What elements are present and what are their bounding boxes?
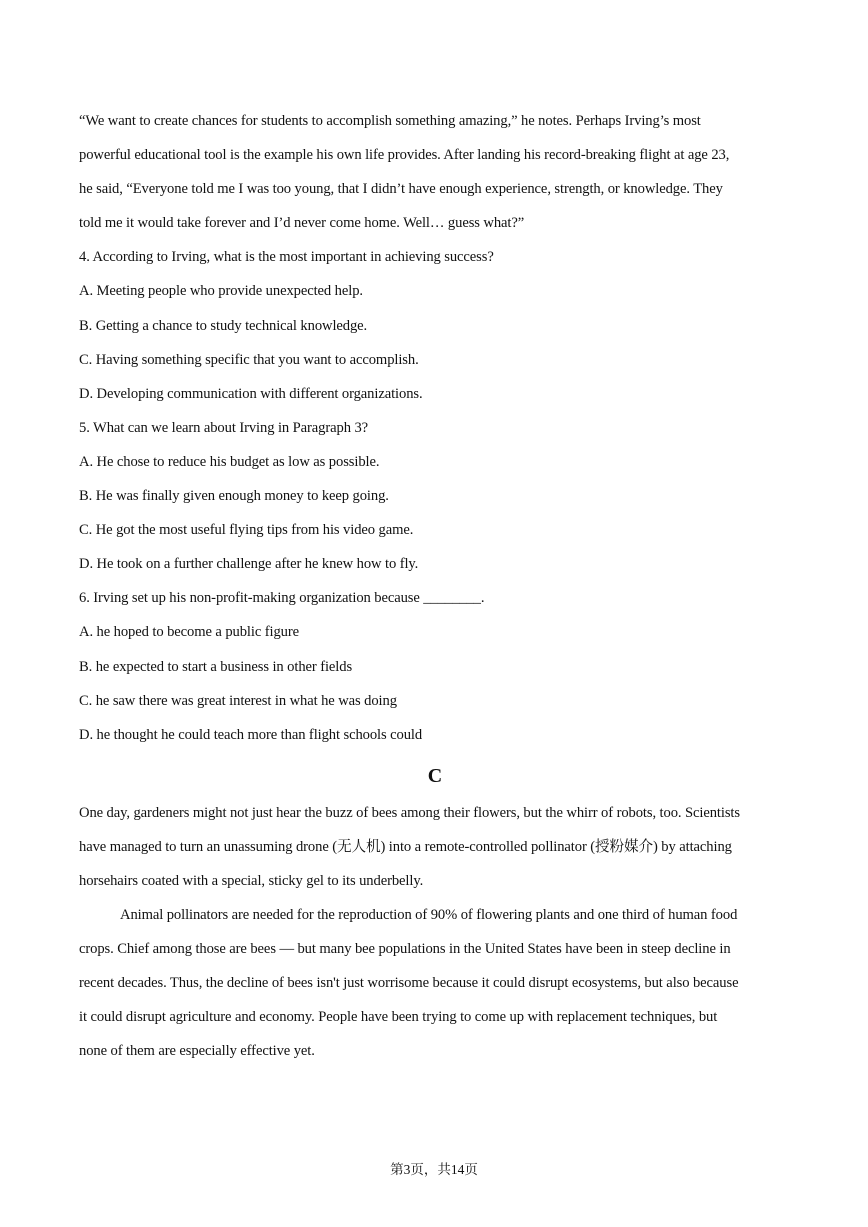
question-stem: 4. According to Irving, what is the most important in achieving success? (79, 249, 494, 266)
section-c-paragraph-2 (79, 898, 791, 1068)
passage-line: told me it would take forever and I’d never come home. Well… guess what?” (79, 215, 525, 232)
paragraph-line: crops. Chief among those are bees — but many bee populations in the United States have been in steep decline in (79, 941, 731, 958)
paragraph-line: horsehairs coated with a special, sticky gel to its underbelly. (79, 872, 424, 889)
answer-option: A. Meeting people who provide unexpected help. (79, 283, 363, 300)
question-5 (79, 411, 791, 581)
paragraph-line: it could disrupt agriculture and economy. People have been trying to come up with replacement techniques, but (79, 1009, 718, 1026)
paragraph-line: Animal pollinators are needed for the reproduction of 90% of flowering plants and one third of human food (120, 907, 738, 924)
answer-option: B. He was finally given enough money to keep going. (79, 488, 389, 505)
section-heading: C (427, 764, 443, 787)
answer-option: B. he expected to start a business in other fields (79, 658, 353, 675)
paragraph-line: One day, gardeners might not just hear the buzz of bees among their flowers, but the whirr of robots, too. Scientists (79, 804, 740, 821)
answer-option: C. Having something specific that you want to accomplish. (79, 351, 419, 368)
paragraph-line: have managed to turn an unassuming drone (无人机) into a remote-controlled pollinator (授粉媒介) by attaching (79, 838, 732, 855)
page-content (79, 104, 791, 1069)
passage-line: “We want to create chances for students to accomplish something amazing,” he notes. Perhaps Irving’s most (79, 113, 701, 129)
answer-option: D. Developing communication with different organizations. (79, 385, 423, 402)
section-c-paragraph-1 (79, 796, 791, 898)
question-4 (79, 240, 791, 410)
answer-option: D. He took on a further challenge after he knew how to fly. (79, 556, 419, 573)
answer-option: B. Getting a chance to study technical knowledge. (79, 317, 368, 334)
passage-b-tail (79, 104, 791, 240)
answer-option: A. he hoped to become a public figure (79, 624, 299, 641)
answer-option: C. he saw there was great interest in what he was doing (79, 692, 397, 709)
page-number-footer: 第3页，共14页 (390, 1162, 478, 1177)
answer-option: D. he thought he could teach more than flight schools could (79, 726, 423, 743)
question-stem: 5. What can we learn about Irving in Paragraph 3? (79, 419, 369, 436)
answer-option: A. He chose to reduce his budget as low as possible. (79, 453, 380, 470)
question-6 (79, 581, 791, 751)
passage-line: he said, “Everyone told me I was too young, that I didn’t have enough experience, strength, or knowledge. They (79, 181, 723, 198)
paragraph-line: none of them are especially effective yet. (79, 1043, 315, 1060)
passage-line: powerful educational tool is the example his own life provides. After landing his record-breaking flight at age 23, (79, 147, 730, 164)
question-stem: 6. Irving set up his non-profit-making organization because ________. (79, 590, 485, 607)
paragraph-line: recent decades. Thus, the decline of bees isn't just worrisome because it could disrupt ecosystems, but also because (79, 975, 739, 992)
answer-option: C. He got the most useful flying tips from his video game. (79, 522, 414, 539)
